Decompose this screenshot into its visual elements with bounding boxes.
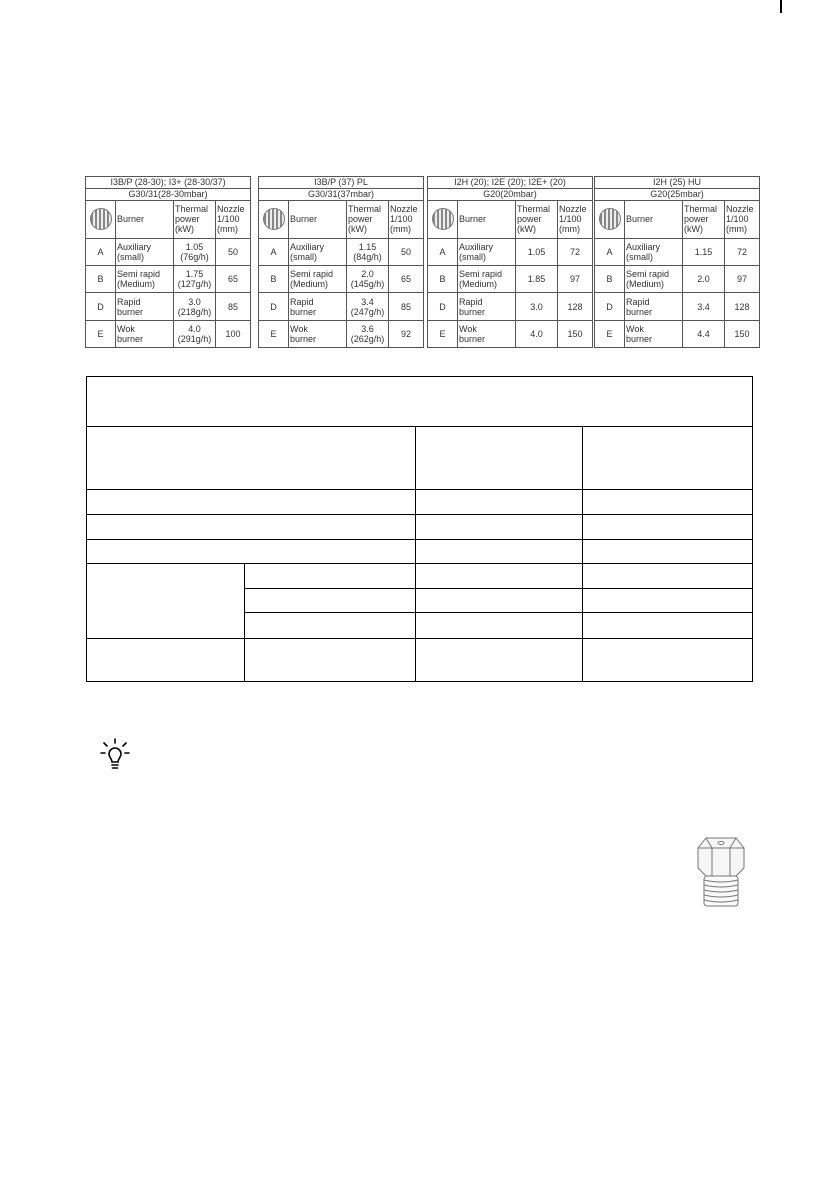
gas-table [427,176,593,348]
burner-name-text: Auxiliary [459,242,494,253]
burner-icon-cell [259,200,289,238]
burner-letter [86,239,116,266]
table-row [428,320,593,347]
thermal-power-value-text: 3.0 [530,301,543,312]
nozzle-column-header-text: Nozzle [390,204,418,215]
gas-group-label-text: I3B/P (28-30); I3+ (28-30/37) [110,177,226,188]
thermal-power-value [516,266,558,293]
burner-letter [428,239,458,266]
nozzle-value [558,320,593,347]
burner-name-text: (small) [626,252,653,263]
blank-table-cell [245,613,416,638]
burner-name-text: Semi rapid [290,269,334,280]
gas-table [85,176,251,348]
burner-letter [595,266,625,293]
burner-icon [432,208,454,230]
power-column-header [347,200,389,238]
blank-table-cell [245,638,416,682]
thermal-power-value-text: 4.0 [530,328,543,339]
nozzle-value-text: 100 [225,328,241,339]
burner-column-header-text: Burner [290,214,318,225]
burner-name-text: burner [290,306,317,317]
lightbulb-icon [100,738,130,772]
blank-table-cell [416,515,583,539]
burner-column-header-text: Burner [626,214,654,225]
thermal-power-value-text: 1.05 [527,247,546,258]
burner-name-text: (small) [459,252,486,263]
burner-name-text: Wok [459,323,477,334]
nozzle-value [725,293,760,320]
nozzle-image [692,834,750,910]
blank-table-cell [416,490,583,515]
thermal-power-value-text: 1.05 [185,242,204,253]
gas-group-label [259,177,424,189]
gas-pressure-label-text: G30/31(37mbar) [307,189,375,200]
nozzle-value [389,320,424,347]
gas-pressure-label [259,188,424,200]
burner-letter-text: A [97,247,104,258]
thermal-power-value-text: (127g/h) [177,279,212,290]
thermal-power-value [516,293,558,320]
table-row [86,320,251,347]
power-column-header-text: power [348,214,373,225]
table-row [259,320,424,347]
burner-name-text: Rapid [290,296,314,307]
burner-letter-text: A [439,247,446,258]
burner-column-header-text: Burner [117,214,145,225]
burner-name-text: burner [290,333,317,344]
burner-name [289,266,347,293]
burner-letter [428,293,458,320]
nozzle-value-text: 50 [400,247,411,258]
burner-letter [595,320,625,347]
burner-letter-text: B [270,274,277,285]
burner-icon-cell [428,200,458,238]
blank-table-cell [583,490,753,515]
blank-table-cell [416,589,583,613]
thermal-power-value [174,239,216,266]
table-row [428,293,593,320]
nozzle-column-header-text: (mm) [217,224,238,235]
thermal-power-value [347,239,389,266]
nozzle-value [558,266,593,293]
nozzle-value-text: 72 [737,247,748,258]
burner-name-text: burner [459,306,486,317]
blank-table-cell [87,490,416,515]
gas-pressure-label-text: G30/31(28-30mbar) [128,189,208,200]
burner-name-text: (Medium) [626,279,665,290]
burner-name-text: (Medium) [459,279,498,290]
nozzle-value-text: 65 [400,274,411,285]
burner-letter-text: B [439,274,446,285]
nozzle-column-header-text: Nozzle [559,204,587,215]
blank-table-cell [416,539,583,563]
burner-letter-text: D [606,301,613,312]
burner-icon-cell [86,200,116,238]
blank-table-cell [87,539,416,563]
gas-pressure-label [428,188,593,200]
gas-table [258,176,424,348]
thermal-power-value [174,266,216,293]
table-row [86,293,251,320]
burner-name-text: (small) [290,252,317,263]
burner-name-text: burner [626,333,653,344]
burner-letter [259,293,289,320]
table-row [595,320,760,347]
table-row [595,239,760,266]
nozzle-value [216,239,251,266]
burner-letter [86,320,116,347]
burner-name [625,239,683,266]
blank-table-cell [583,589,753,613]
burner-name [625,266,683,293]
burner-letter [428,320,458,347]
thermal-power-value-text: 3.4 [361,296,374,307]
burner-letter-text: D [439,301,446,312]
burner-name-text: Rapid [459,296,483,307]
blank-specification-table [86,376,753,682]
blank-table-header-cell [416,427,583,490]
nozzle-column-header [216,200,251,238]
burner-name-text: Wok [626,323,644,334]
burner-name-text: Semi rapid [626,269,670,280]
nozzle-value-text: 150 [734,328,750,339]
burner-letter-text: A [606,247,613,258]
burner-letter [428,266,458,293]
nozzle-value [725,266,760,293]
nozzle-column-header [725,200,760,238]
blank-table-cell [416,638,583,682]
nozzle-value-text: 128 [734,301,750,312]
thermal-power-value [683,266,725,293]
nozzle-value-text: 128 [567,301,583,312]
burner-letter [86,266,116,293]
thermal-power-value-text: 3.0 [188,296,201,307]
blank-table-cell [583,638,753,682]
blank-table-title-cell [87,377,753,427]
thermal-power-value-text: (247g/h) [350,306,385,317]
blank-table-cell [583,613,753,638]
power-column-header [683,200,725,238]
burner-letter-text: A [270,247,277,258]
burner-letter [259,320,289,347]
blank-table-cell [87,563,245,638]
thermal-power-value-text: 1.15 [358,242,377,253]
burner-letter [595,293,625,320]
burner-name-text: Auxiliary [626,242,661,253]
burner-name-text: Auxiliary [117,242,152,253]
power-column-header-text: (kW) [348,224,367,235]
power-column-header-text: power [517,214,542,225]
nozzle-value-text: 72 [570,247,581,258]
thermal-power-value [347,266,389,293]
burner-name [116,293,174,320]
blank-table-cell [87,515,416,539]
nozzle-value-text: 97 [737,274,748,285]
burner-name [458,239,516,266]
nozzle-column-header-text: Nozzle [726,204,754,215]
burner-letter-text: E [439,328,446,339]
nozzle-value [725,239,760,266]
nozzle-value [216,320,251,347]
power-column-header-text: power [684,214,709,225]
gas-pressure-label [86,188,251,200]
power-column-header-text: (kW) [175,224,194,235]
burner-name-text: (Medium) [290,279,329,290]
blank-table-header-cell [583,427,753,490]
nozzle-column-header-text: Nozzle [217,204,245,215]
burner-name-text: Wok [290,323,308,334]
burner-name-text: Auxiliary [290,242,325,253]
nozzle-value-text: 150 [567,328,583,339]
burner-name [458,266,516,293]
power-column-header-text: power [175,214,200,225]
blank-table-cell [583,539,753,563]
blank-table-cell [245,589,416,613]
table-row [259,266,424,293]
thermal-power-value-text: 1.15 [694,247,713,258]
page-corner-mark [780,0,782,13]
burner-name [458,320,516,347]
nozzle-column-header-text: (mm) [726,224,747,235]
nozzle-column-header-text: (mm) [559,224,580,235]
thermal-power-value [516,320,558,347]
gas-pressure-label-text: G20(25mbar) [650,189,704,200]
burner-icon-cell [595,200,625,238]
nozzle-column-header-text: 1/100 [726,214,749,225]
burner-name-text: burner [626,306,653,317]
gas-group-label [428,177,593,189]
burner-letter-text: D [97,301,104,312]
gas-group-label [595,177,760,189]
burner-name [289,239,347,266]
table-row [259,293,424,320]
burner-letter-text: E [270,328,277,339]
table-row [259,239,424,266]
blank-table-header-cell [87,427,416,490]
nozzle-value [216,293,251,320]
thermal-power-value-text: (84g/h) [353,252,382,263]
thermal-power-value-text: 4.0 [188,323,201,334]
power-column-header-text: Thermal [175,204,209,215]
thermal-power-value-text: (262g/h) [350,333,385,344]
burner-name-text: Wok [117,323,135,334]
gas-group-label-text: I2H (25) HU [653,177,702,188]
burner-column-header [116,200,174,238]
burner-icon [599,208,621,230]
gas-group-label-text: I2H (20); I2E (20); I2E+ (20) [454,177,566,188]
burner-name-text: burner [117,306,144,317]
thermal-power-value [174,320,216,347]
burner-letter [259,266,289,293]
blank-table-cell [416,563,583,588]
nozzle-value [389,239,424,266]
nozzle-value [725,320,760,347]
gas-table [594,176,760,348]
thermal-power-value-text: 2.0 [361,269,374,280]
gas-group-label-text: I3B/P (37) PL [314,177,368,188]
burner-name [625,293,683,320]
thermal-power-value [174,293,216,320]
burner-name [116,239,174,266]
blank-table-cell [583,515,753,539]
power-column-header [516,200,558,238]
burner-name [625,320,683,347]
thermal-power-value-text: 3.6 [361,323,374,334]
burner-column-header [625,200,683,238]
burner-letter-text: E [606,328,613,339]
power-column-header-text: Thermal [684,204,718,215]
burner-name [289,293,347,320]
power-column-header-text: (kW) [684,224,703,235]
burner-letter-text: E [97,328,104,339]
power-column-header-text: (kW) [517,224,536,235]
burner-name-text: (small) [117,252,144,263]
table-row [595,266,760,293]
thermal-power-value-text: (218g/h) [177,306,212,317]
burner-letter-text: B [606,274,613,285]
table-row [428,266,593,293]
burner-name [289,320,347,347]
burner-letter [595,239,625,266]
thermal-power-value [683,239,725,266]
blank-table-cell [583,563,753,588]
burner-name [116,266,174,293]
table-row [428,239,593,266]
nozzle-value-text: 97 [570,274,581,285]
power-column-header-text: Thermal [348,204,382,215]
nozzle-column-header-text: 1/100 [217,214,240,225]
nozzle-value-text: 85 [400,301,411,312]
nozzle-value [558,293,593,320]
burner-icon [90,208,112,230]
nozzle-value [558,239,593,266]
burner-letter-text: B [97,274,104,285]
burner-column-header-text: Burner [459,214,487,225]
thermal-power-value [347,293,389,320]
nozzle-value-text: 65 [228,274,239,285]
thermal-power-value [683,320,725,347]
thermal-power-value-text: (76g/h) [180,252,209,263]
thermal-power-value [347,320,389,347]
thermal-power-value-text: 2.0 [697,274,710,285]
thermal-power-value-text: 1.75 [185,269,204,280]
nozzle-column-header [389,200,424,238]
burner-column-header [289,200,347,238]
table-row [86,239,251,266]
blank-table-cell [87,638,245,682]
thermal-power-value-text: 3.4 [697,301,710,312]
nozzle-column-header-text: (mm) [390,224,411,235]
burner-name-text: Rapid [626,296,650,307]
gas-pressure-label [595,188,760,200]
nozzle-column-header [558,200,593,238]
nozzle-value-text: 50 [228,247,239,258]
thermal-power-value-text: (145g/h) [350,279,385,290]
nozzle-value-text: 85 [228,301,239,312]
burner-letter [86,293,116,320]
power-column-header-text: Thermal [517,204,551,215]
thermal-power-value-text: (291g/h) [177,333,212,344]
burner-name-text: Rapid [117,296,141,307]
nozzle-value [216,266,251,293]
nozzle-value-text: 92 [400,328,411,339]
blank-table-cell [245,563,416,588]
table-row [86,266,251,293]
burner-letter-text: D [270,301,277,312]
thermal-power-value-text: 4.4 [697,328,710,339]
nozzle-column-header-text: 1/100 [559,214,582,225]
burner-name [116,320,174,347]
thermal-power-value-text: 1.85 [527,274,546,285]
burner-icon [263,208,285,230]
nozzle-value [389,266,424,293]
thermal-power-value [683,293,725,320]
nozzle-column-header-text: 1/100 [390,214,413,225]
nozzle-value [389,293,424,320]
burner-letter [259,239,289,266]
thermal-power-value [516,239,558,266]
burner-name-text: burner [459,333,486,344]
power-column-header [174,200,216,238]
table-row [595,293,760,320]
burner-name-text: Semi rapid [117,269,161,280]
burner-name-text: (Medium) [117,279,156,290]
burner-name [458,293,516,320]
burner-name-text: burner [117,333,144,344]
burner-column-header [458,200,516,238]
burner-name-text: Semi rapid [459,269,503,280]
blank-table-cell [416,613,583,638]
gas-pressure-label-text: G20(20mbar) [483,189,537,200]
gas-group-label [86,177,251,189]
